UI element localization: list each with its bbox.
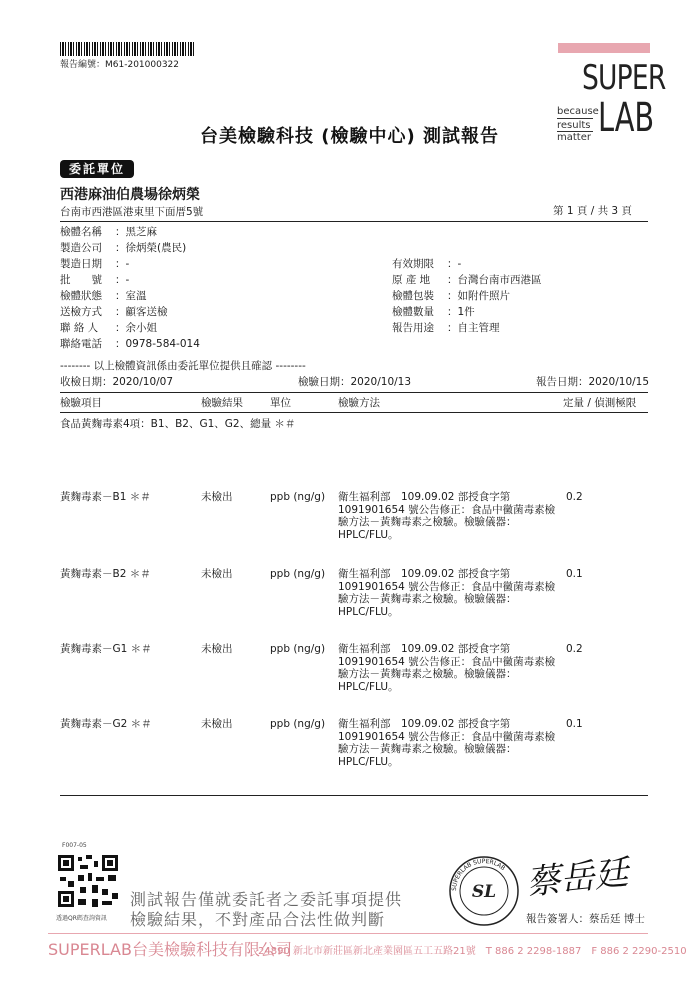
row-limit: 0.2 xyxy=(566,643,583,655)
logo-results: results xyxy=(557,120,591,131)
info-row-sample-name: 檢體名稱 ：黑芝麻 xyxy=(60,226,157,238)
confirm-note: -------- 以上檢體資訊係由委託單位提供且確認 -------- xyxy=(60,360,306,372)
info-right xyxy=(392,258,542,338)
row-limit: 0.2 xyxy=(566,491,583,503)
company-seal-icon xyxy=(448,855,520,927)
logo-matter: matter xyxy=(557,132,591,143)
logo-because: because xyxy=(557,106,599,117)
header-unit: 單位 xyxy=(270,397,291,409)
seal-text: SUPERLAB SUPERLAB xyxy=(450,857,507,892)
row-result: 未檢出 xyxy=(201,643,233,655)
report-date: 報告日期：2020/10/15 xyxy=(536,376,650,388)
row-unit: ppb (ng/g) xyxy=(270,718,326,730)
signer-name: 報告簽署人：蔡岳廷 博士 xyxy=(526,913,645,925)
logo-divider xyxy=(557,118,593,119)
info-row-expiry: 有效期限 ：- xyxy=(392,258,462,270)
row-item: 黃麴毒素－G1 ＊＃ xyxy=(60,643,152,655)
logo-lab: LAB xyxy=(598,95,655,141)
row-result: 未檢出 xyxy=(201,491,233,503)
info-left xyxy=(60,226,200,354)
test-group-title: 食品黃麴毒素4項：B1、B2、G1、G2、總量 ＊＃ xyxy=(60,418,296,430)
qr-code-label: F007-05 xyxy=(62,842,87,849)
row-result: 未檢出 xyxy=(201,568,233,580)
row-item: 黃麴毒素－B1 ＊＃ xyxy=(60,491,151,503)
disclaimer-line-1: 測試報告僅就委託者之委託事項提供 xyxy=(130,890,403,909)
info-row-packaging: 檢體包裝 ：如附件照片 xyxy=(392,290,510,302)
header-method: 檢驗方法 xyxy=(338,397,380,409)
info-row-mfg-date: 製造日期 ：- xyxy=(60,258,130,270)
row-item: 黃麴毒素－B2 ＊＃ xyxy=(60,568,151,580)
seal-mark: SL xyxy=(471,882,497,902)
client-badge: 委託單位 xyxy=(60,160,134,178)
logo-accent-bar xyxy=(558,43,650,53)
footer-brand: SUPERLAB台美檢驗科技有限公司 xyxy=(48,940,292,959)
info-row-phone: 聯絡電話 ：0978-584-014 xyxy=(60,338,200,350)
report-title: 台美檢驗科技 (檢驗中心) 測試報告 xyxy=(200,126,499,147)
row-method: 衛生福利部 109.09.02 部授食字第 1091901654 號公告修正：食品中黴菌毒素檢驗方法－黃麴毒素之檢驗。檢驗儀器：HPLC/FLU。 xyxy=(338,568,556,618)
divider xyxy=(60,392,648,393)
disclaimer-line-2: 檢驗結果，不對產品合法性做判斷 xyxy=(130,910,386,929)
barcode xyxy=(60,42,194,56)
divider xyxy=(60,795,648,796)
header-result: 檢驗結果 xyxy=(201,397,243,409)
row-method: 衛生福利部 109.09.02 部授食字第 1091901654 號公告修正：食品中黴菌毒素檢驗方法－黃麴毒素之檢驗。檢驗儀器：HPLC/FLU。 xyxy=(338,491,556,541)
signature: 蔡岳廷 xyxy=(524,852,631,904)
divider xyxy=(60,221,648,222)
info-row-state: 檢體狀態 ：室溫 xyxy=(60,290,147,302)
client-name: 西港麻油伯農場徐炳榮 xyxy=(60,187,200,203)
info-row-manufacturer: 製造公司 ：徐炳榮(農民) xyxy=(60,242,187,254)
client-address: 台南市西港區港東里下面厝5號 xyxy=(60,206,204,218)
divider xyxy=(60,412,648,413)
footer-address: 24890 新北市新莊區新北產業園區五工五路21號 T 886 2 2298-1887 F 886 2 2290-2510 xyxy=(258,946,687,957)
info-row-quantity: 檢體數量 ：1件 xyxy=(392,306,475,318)
row-limit: 0.1 xyxy=(566,718,583,730)
qr-caption: 透過QR碼查詢資訊 xyxy=(56,915,107,922)
info-row-contact: 聯 絡 人 ：余小姐 xyxy=(60,322,157,334)
header-item: 檢驗項目 xyxy=(60,397,102,409)
info-row-batch: 批 號 ：- xyxy=(60,274,130,286)
received-date: 收檢日期：2020/10/07 xyxy=(60,376,174,388)
page-indicator: 第 1 頁 / 共 3 頁 xyxy=(553,205,632,217)
row-method: 衛生福利部 109.09.02 部授食字第 1091901654 號公告修正：食品中黴菌毒素檢驗方法－黃麴毒素之檢驗。檢驗儀器：HPLC/FLU。 xyxy=(338,718,556,768)
header-limit: 定量 / 偵測極限 xyxy=(563,397,637,409)
row-unit: ppb (ng/g) xyxy=(270,491,326,503)
info-row-purpose: 報告用途 ：自主管理 xyxy=(392,322,500,334)
qr-code-icon xyxy=(56,853,120,909)
row-unit: ppb (ng/g) xyxy=(270,568,326,580)
row-limit: 0.1 xyxy=(566,568,583,580)
row-method: 衛生福利部 109.09.02 部授食字第 1091901654 號公告修正：食品中黴菌毒素檢驗方法－黃麴毒素之檢驗。檢驗儀器：HPLC/FLU。 xyxy=(338,643,556,693)
footer-divider xyxy=(48,933,648,934)
info-row-origin: 原 產 地 ：台灣台南市西港區 xyxy=(392,274,542,286)
test-date: 檢驗日期：2020/10/13 xyxy=(298,376,412,388)
row-result: 未檢出 xyxy=(201,718,233,730)
row-unit: ppb (ng/g) xyxy=(270,643,326,655)
report-number: 報告編號：M61-201000322 xyxy=(60,60,179,70)
row-item: 黃麴毒素－G2 ＊＃ xyxy=(60,718,152,730)
info-row-delivery: 送檢方式 ：顧客送檢 xyxy=(60,306,168,318)
logo-super: SUPER xyxy=(582,58,666,98)
